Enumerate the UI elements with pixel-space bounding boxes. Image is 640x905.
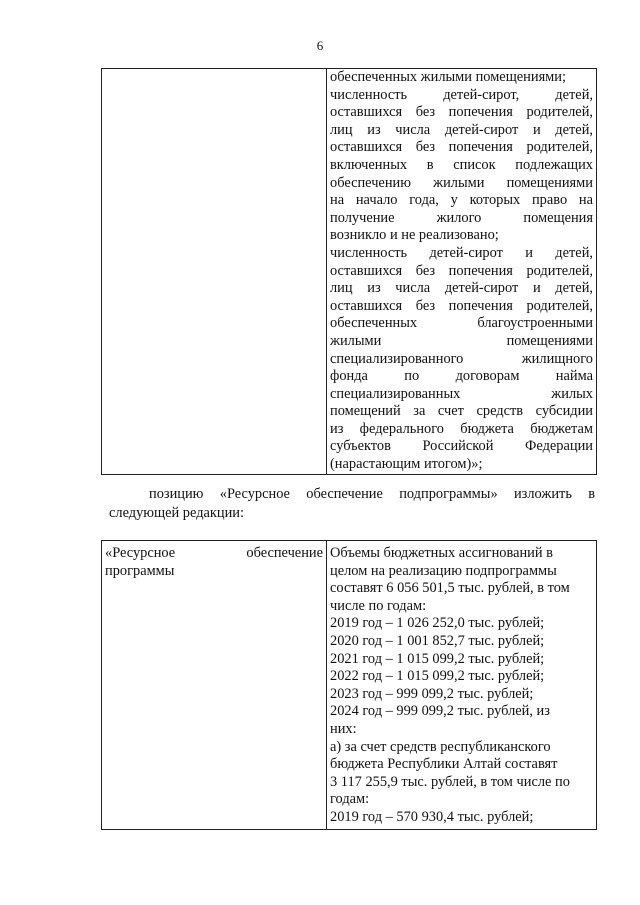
text-line: 3 117 255,9 тыс. рублей, в том числе по: [330, 773, 570, 790]
text-line: 2022 год – 1 015 099,2 тыс. рублей;: [330, 668, 545, 685]
text-line: (нарастающим итогом)»;: [330, 456, 483, 473]
resource-label-cell: [102, 541, 327, 830]
resource-amount-cell: [327, 541, 597, 830]
text-line: обеспеченных жилыми помещениями;: [330, 69, 566, 85]
text-line: включенных в список подлежащих: [330, 156, 593, 173]
text-line: оставшихся без попечения родителей,: [330, 139, 593, 156]
page-number: 6: [316, 38, 324, 53]
text-line: субъектов Российской Федерации: [330, 438, 593, 455]
indicators-text-cell: [327, 69, 597, 475]
paragraph-line: позицию «Ресурсное обеспечение подпрограммы» изложить в: [149, 486, 595, 502]
amendment-paragraph: [109, 485, 595, 523]
table-row: [102, 541, 597, 830]
resource-support-table: [101, 540, 597, 830]
text-line: 2020 год – 1 001 852,7 тыс. рублей;: [330, 632, 545, 649]
text-line: лиц из числа детей-сирот и детей,: [330, 280, 593, 297]
text-line: 2019 год – 1 026 252,0 тыс. рублей;: [330, 615, 545, 632]
indicators-table-continued: [101, 68, 597, 475]
text-line: Объемы бюджетных ассигнований в: [330, 545, 553, 561]
text-line: оставшихся без попечения родителей,: [330, 262, 593, 279]
text-line: составят 6 056 501,5 тыс. рублей, в том: [330, 580, 570, 597]
resource-label-line: «Ресурсное обеспечение: [105, 545, 323, 561]
text-line: оставшихся без попечения родителей,: [330, 297, 593, 314]
text-line: них:: [330, 720, 357, 737]
text-line: 2019 год – 570 930,4 тыс. рублей;: [330, 808, 534, 825]
text-line: на начало года, у которых право на: [330, 192, 593, 209]
text-line: числе по годам:: [330, 597, 427, 614]
text-line: возникло и не реализовано;: [330, 227, 499, 244]
text-line: 2024 год – 999 099,2 тыс. рублей, из: [330, 703, 550, 720]
text-line: жилыми помещениями: [330, 332, 593, 349]
text-line: помещений за счет средств субсидии: [330, 403, 593, 420]
text-line: обеспеченных благоустроенными: [330, 315, 593, 332]
table-cell-empty: [102, 69, 327, 475]
resource-label-line: программы: [105, 562, 175, 579]
text-line: а) за счет средств республиканского: [330, 738, 551, 755]
text-line: численность детей-сирот, детей,: [330, 86, 593, 103]
text-line: оставшихся без попечения родителей,: [330, 104, 593, 121]
paragraph-line: следующей редакции:: [109, 505, 244, 521]
text-line: фонда по договорам найма: [330, 368, 593, 385]
table-row: [102, 69, 597, 475]
text-line: бюджета Республики Алтай составят: [330, 756, 558, 773]
text-line: из федерального бюджета бюджетам: [330, 420, 593, 437]
text-line: обеспечению жилыми помещениями: [330, 174, 593, 191]
text-line: 2023 год – 999 099,2 тыс. рублей;: [330, 685, 534, 702]
text-line: специализированных жилых: [330, 385, 593, 402]
text-line: целом на реализацию подпрограммы: [330, 562, 557, 579]
text-line: годам:: [330, 791, 370, 808]
text-line: получение жилого помещения: [330, 209, 593, 226]
text-line: 2021 год – 1 015 099,2 тыс. рублей;: [330, 650, 545, 667]
text-line: лиц из числа детей-сирот и детей,: [330, 121, 593, 138]
text-line: специализированного жилищного: [330, 350, 593, 367]
text-line: численность детей-сирот и детей,: [330, 244, 593, 261]
